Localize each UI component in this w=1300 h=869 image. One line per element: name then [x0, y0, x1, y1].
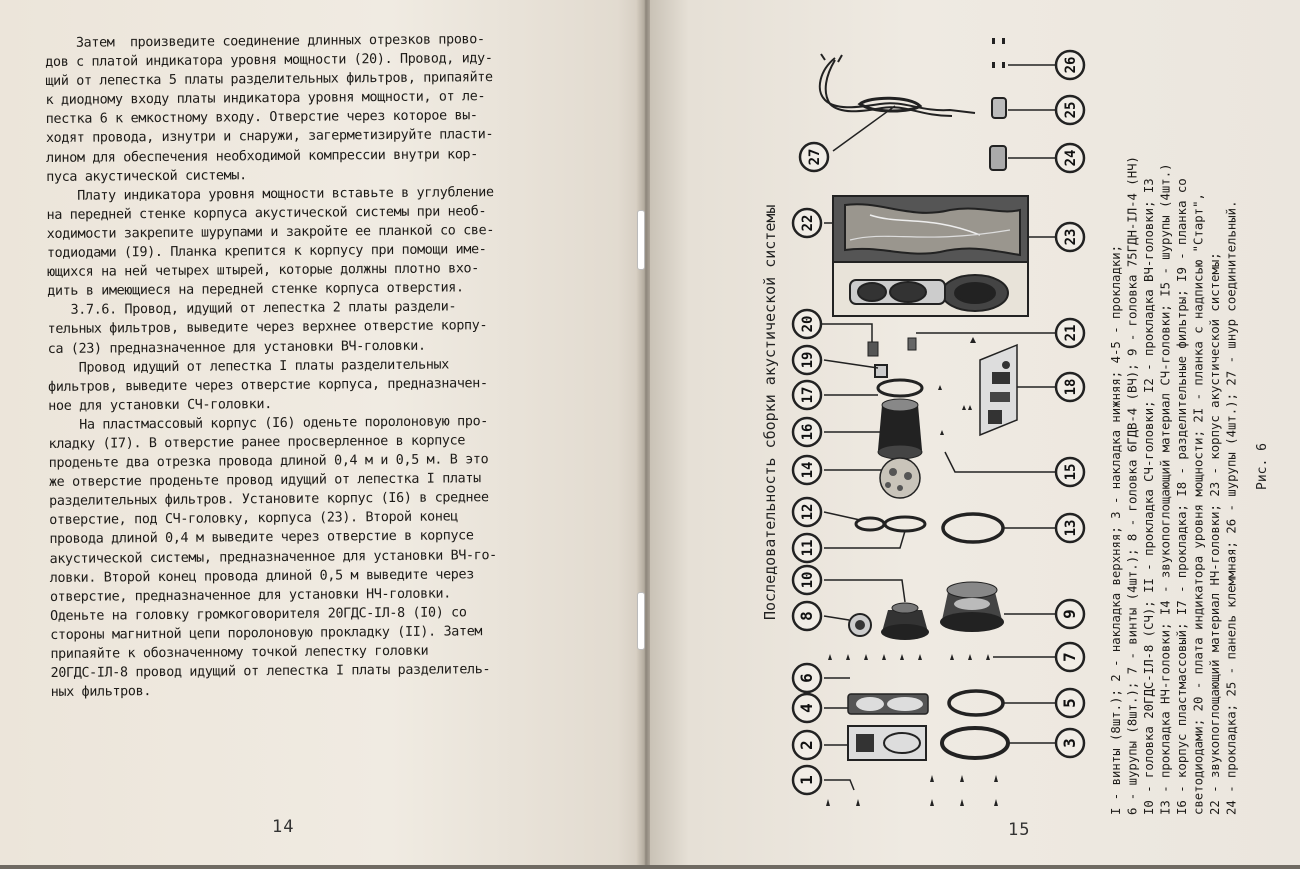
part-4: [848, 694, 928, 714]
callout-number: 21: [1063, 324, 1079, 342]
part-6: [828, 654, 922, 660]
legend-line: I3 - прокладка НЧ-головки; I4 - звукопоглощающий материал СЧ-головки; I5 - шурупы (4шт.): [1158, 163, 1173, 815]
text-line: Оденьте на головку громкоговорителя 20ГДС-IЛ-8 (I0) со: [50, 605, 467, 624]
part-14: [880, 458, 920, 498]
callout-number: 15: [1063, 463, 1079, 481]
callout-number: 12: [800, 503, 816, 521]
text-line: ходят провода, изнутри и снаружи, загерметизируйте пласти-: [45, 127, 494, 147]
text-line: припаяйте к обозначенному точкой лепестку головки: [50, 643, 429, 662]
text-line: фильтров, выведите через отверстие корпуса, предназначен-: [48, 375, 488, 395]
callout-number: 27: [807, 148, 823, 166]
callout-number: 5: [1060, 698, 1079, 708]
text-line: акустической системы, предназначенное для установки ВЧ-го-: [49, 547, 497, 567]
callout-number: 6: [797, 673, 816, 683]
part-3: [942, 728, 1008, 758]
part-17: [878, 380, 922, 396]
leader-27: [833, 106, 895, 151]
text-line: ное для установки СЧ-головки.: [48, 396, 272, 414]
callout-number: 1: [797, 775, 816, 785]
assembly-diagram: [650, 0, 1300, 865]
part-cabinet: [833, 196, 1028, 316]
text-line: ющихся на ней четырех штырей, которые должны плотно вхо-: [47, 261, 480, 281]
text-line: кладку (I7). В отверстие ранее просверленное в корпусе: [48, 433, 466, 452]
text-line: проденьте два отрезка провода длиной 0,4 м и 0,5 м. В это: [48, 452, 489, 472]
text-line: Затем произведите соединение длинных отрезков прово-: [45, 32, 485, 51]
part-2: [848, 726, 926, 760]
part-cord: [820, 54, 975, 116]
text-line: тодиодами (I9). Планка крепится к корпусу при помощи име-: [46, 242, 487, 262]
part-11: [885, 517, 925, 531]
callout-number: 3: [1060, 738, 1079, 748]
callout-number: 19: [800, 351, 816, 369]
text-line: на передней стенке корпуса акустической системы при необ-: [46, 204, 487, 223]
text-line: стороны магнитной цепи поролоновую прокладку (II). Затем: [50, 624, 483, 643]
text-line: дов с платой индикатора уровня мощности (20). Провод, иду-: [45, 51, 493, 71]
text-line: лином для обеспечения необходимой компрессии внутри кор-: [46, 146, 479, 166]
text-line: отверстие, под СЧ-головку, корпуса (23). Второй конец: [49, 509, 459, 529]
left-page-number: 14: [272, 817, 295, 837]
left-page-text: [45, 30, 556, 703]
text-line: ных фильтров.: [50, 684, 152, 701]
callout-number: 23: [1063, 228, 1079, 246]
callout-number: 22: [800, 214, 816, 232]
text-line: Плату индикатора уровня мощности вставьте в углубление: [46, 184, 494, 204]
text-line: са (23) предназначенное для установки ВЧ-головки.: [47, 338, 426, 357]
legend-line: 6 - шурупы (8шт.); 7 - винты (4шт.); 8 - головка 6ГДВ-4 (ВЧ); 9 - головка 75ГДН-IЛ-4 (НЧ): [1125, 156, 1140, 815]
part-8: [849, 614, 871, 636]
part-25: [992, 98, 1006, 118]
text-line: 20ГДС-IЛ-8 провод идущий от лепестка I платы разделитель-: [50, 662, 491, 682]
text-line: дить в имеющиеся на передней стенке корпуса отверстия.: [47, 280, 464, 300]
text-line: 3.7.6. Провод, идущий от лепестка 2 платы раздели-: [47, 299, 457, 319]
part-18: [980, 345, 1017, 435]
part-19: [875, 365, 887, 377]
legend-line: 24 - прокладка; 25 - панель клеммная; 26 - шурупы (4шт.); 27 - шнур соединительный.: [1224, 200, 1239, 815]
text-line: провода длиной 0,4 м выведите через отверстие в корпусе: [49, 528, 474, 548]
right-page-number: 15: [1008, 820, 1031, 840]
legend: [1109, 156, 1239, 815]
left-page: [0, 0, 650, 865]
callout-number: 11: [800, 539, 816, 557]
callout-number: 24: [1063, 149, 1079, 167]
text-line: щий от лепестка 5 платы разделительных фильтров, припаяйте: [45, 70, 493, 90]
part-16: [878, 399, 922, 459]
text-line: На пластмассовый корпус (I6) оденьте поролоновую про-: [48, 414, 489, 433]
staple-bottom: [637, 592, 645, 650]
callout-number: 26: [1063, 56, 1079, 74]
part-15: [938, 385, 972, 435]
legend-line: светодиодами; 20 - плата индикатора уровня мощности; 2I - планка с надписью "Старт",: [1191, 193, 1206, 815]
callout-number: 10: [800, 571, 816, 589]
right-page: [650, 0, 1300, 865]
diagram-title: Последовательность сборки акустической системы: [761, 204, 779, 620]
legend-line: 22 - звукопоглощающий материал НЧ-головки; 23 - корпус акустической системы;: [1208, 252, 1222, 815]
callout-number: 14: [800, 461, 816, 479]
part-20: [868, 342, 878, 356]
callout-number: 20: [800, 315, 816, 333]
text-line: тельных фильтров, выведите через верхнее отверстие корпу-: [47, 318, 488, 338]
legend-line: I0 - головка 20ГДС-IЛ-8 (СЧ); II - прокладка СЧ-головки; I2 - прокладка ВЧ-головки; I3: [1142, 178, 1156, 815]
part-9: [940, 582, 1004, 632]
text-line: же отверстие проденьте провод идущий от лепестка I платы: [48, 471, 481, 491]
part-1: [826, 775, 998, 806]
callout-number: 8: [797, 611, 816, 621]
callout-labels: [793, 51, 1084, 794]
part-12: [856, 518, 884, 530]
legend-line: I - винты (8шт.); 2 - накладка верхняя; 3 - накладка нижняя; 4-5 - прокладки;: [1109, 244, 1123, 815]
callout-number: 7: [1060, 652, 1079, 662]
callout-number: 13: [1063, 519, 1079, 537]
callout-number: 17: [800, 386, 816, 404]
staple-top: [637, 210, 645, 270]
text-line: ходимости закрепите шурупами и закройте ее планкой со све-: [46, 223, 495, 242]
part-24: [990, 146, 1006, 170]
part-10: [881, 603, 929, 640]
text-line: пестка 6 к емкостному входу. Отверстие через которое вы-: [45, 108, 478, 128]
text-line: отверстие, предназначенное для установки НЧ-головки.: [49, 586, 451, 605]
text-line: пуса акустической системы.: [46, 167, 247, 185]
callout-number: 4: [797, 703, 816, 713]
part-5: [949, 691, 1003, 715]
figure-label: Рис. 6: [1255, 443, 1270, 490]
part-7: [950, 654, 990, 660]
part-13: [943, 514, 1003, 542]
text-line: Провод идущий от лепестка I платы разделительных: [47, 357, 449, 376]
legend-line: I6 - корпус пластмассовый; I7 - прокладка; I8 - разделительные фильтры; I9 - планка со: [1175, 178, 1189, 815]
text-line: ловки. Второй конец провода длиной 0,5 м выведите через: [49, 566, 474, 586]
callout-number: 9: [1060, 609, 1079, 619]
text-line: к диодному входу платы индикатора уровня мощности, от ле-: [45, 89, 486, 109]
text-line: разделительных фильтров. Установите корпус (I6) в среднее: [49, 490, 489, 510]
callout-number: 18: [1063, 378, 1079, 396]
part-21: [908, 338, 916, 350]
part-26: [992, 38, 1005, 68]
callout-number: 25: [1063, 101, 1079, 119]
callout-number: 16: [800, 423, 816, 441]
callout-number: 2: [797, 740, 816, 750]
